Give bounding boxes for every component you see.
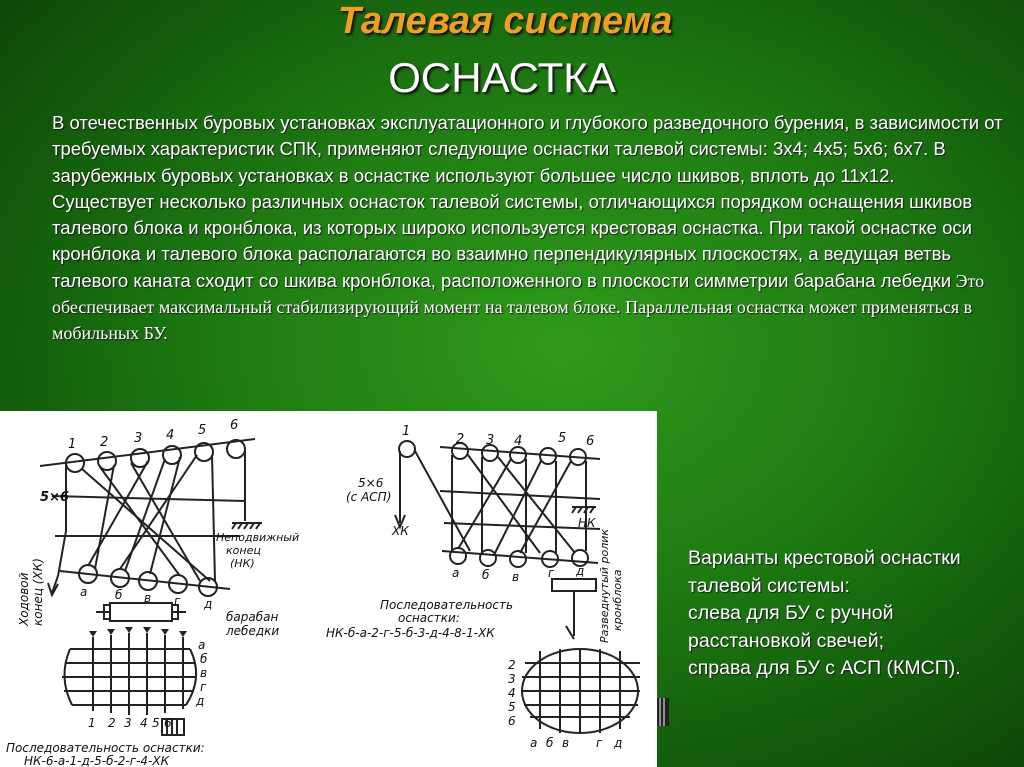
caption-line-1: Варианты крестовой оснастки xyxy=(688,547,961,569)
left-bottom-number-4: 4 xyxy=(140,716,148,730)
rigging-diagrams-svg xyxy=(0,411,657,767)
left-side-letter-a: а xyxy=(198,638,206,652)
left-drum-label-1: барабан xyxy=(226,610,279,624)
left-bottom-number-2: 2 xyxy=(108,716,116,730)
left-bottom-letter-g: г xyxy=(174,594,181,608)
right-drum-icon xyxy=(657,692,671,732)
right-top-number-3: 3 xyxy=(486,433,495,448)
right-bottom2-letter-a: а xyxy=(530,736,538,750)
right-top-number-1: 1 xyxy=(402,424,411,439)
left-running-end-1: Ходовой xyxy=(17,572,31,626)
right-bottom2-letter-d: д xyxy=(614,736,623,750)
right-bottom-letter-v: в xyxy=(512,570,520,584)
caption-line-4: расстановкой свечей; xyxy=(688,629,885,652)
right-sequence-title-2: оснастки: xyxy=(398,611,460,625)
left-fixed-end-1: Неподвижный xyxy=(216,531,300,544)
left-bottom-number-6: 6 xyxy=(164,716,172,730)
right-label-56: 5×6 xyxy=(358,476,384,490)
right-top-number-6: 6 xyxy=(586,434,595,449)
right-bottom-letter-b: б xyxy=(482,568,490,582)
right-roller-label-2: кронблока xyxy=(611,569,624,631)
right-side-number-4: 4 xyxy=(508,686,516,700)
right-top-number-5: 5 xyxy=(558,431,567,446)
right-sequence: НК-б-а-2-г-5-б-3-д-4-8-1-ХК xyxy=(326,626,495,640)
left-drum-label-2: лебедки xyxy=(226,624,280,638)
left-bottom-number-1: 1 xyxy=(88,716,96,730)
left-bottom-number-3: 3 xyxy=(124,716,132,730)
right-side-number-3: 3 xyxy=(508,672,516,686)
left-running-end-2: конец (ХК) xyxy=(31,558,45,626)
left-side-letter-b: б xyxy=(200,652,208,666)
figure-caption xyxy=(688,545,1018,683)
right-fixed-end: НК xyxy=(578,516,596,530)
right-roller-label-1: Разведнутый ролик xyxy=(598,528,611,643)
caption-line-5: справа для БУ с АСП (КМСП). xyxy=(688,657,961,679)
right-bottom2-letter-v: в xyxy=(562,736,570,750)
left-label-56: 5×6 xyxy=(40,490,69,505)
left-side-letter-v: в xyxy=(200,666,208,680)
left-top-number-4: 4 xyxy=(166,428,175,443)
right-label-asp: (с АСП) xyxy=(346,490,392,504)
right-bottom-letter-g: г xyxy=(548,566,555,580)
left-bottom-number-5: 5 xyxy=(152,716,160,730)
right-running-end: ХК xyxy=(392,524,409,538)
left-side-letter-g: г xyxy=(200,680,207,694)
left-top-number-5: 5 xyxy=(198,423,207,438)
caption-line-2: талевой системы: xyxy=(688,574,850,597)
right-bottom-letter-a: а xyxy=(452,566,460,580)
right-bottom-letter-d: д xyxy=(576,564,585,578)
left-sequence: НК-6-а-1-д-5-б-2-г-4-ХК xyxy=(24,754,170,767)
body-paragraph-1: В отечественных буровых установках эксплуатационного и глубокого разведочного бурения, в зависимости от требуемых характеристик СПК, применяют следующие оснастки талевой системы: 3х4; 4х5; 5х6; 6х7. В зарубежных буровых установках в оснастке используют большее число шкивов, вплоть до 11х12. xyxy=(52,112,1003,186)
right-side-number-5: 5 xyxy=(508,700,516,714)
right-side-number-6: 6 xyxy=(508,714,516,728)
right-sequence-title-1: Последовательность xyxy=(380,598,514,612)
left-fixed-end-3: (НК) xyxy=(230,557,255,570)
left-top-number-1: 1 xyxy=(68,437,77,452)
right-top-number-4: 4 xyxy=(514,434,523,449)
left-bottom-letter-d: д xyxy=(204,597,213,611)
body-paragraph-2-main: Существует несколько различных оснасток талевой системы, отличающихся порядком оснащения шкивов талевого блока и кронблока, из которых широко используется крестовая оснастка. При такой оснастке оси кронблока и талевого блока располагаются во взаимно перпендикулярных плоскостях, а ведущая ветвь талевого каната сходит со шкива кронблока, расположенного в плоскости симметрии барабана лебедки xyxy=(52,190,973,291)
body-paragraph-2-serif: Это обеспечивает максимальный стабилизирующий момент на талевом блоке. Параллельная оснастка может применяться в мобильных БУ. xyxy=(52,270,985,344)
body-text xyxy=(52,110,1012,347)
right-bottom2-letter-g: г xyxy=(596,736,603,750)
left-top-number-2: 2 xyxy=(100,435,109,450)
slide-title: Талевая система xyxy=(337,0,673,42)
right-bottom2-letter-b: б xyxy=(546,736,554,750)
left-bottom-letter-v: в xyxy=(144,591,152,605)
right-top-number-2: 2 xyxy=(456,432,465,447)
caption-line-3: слева для БУ с ручной xyxy=(688,602,894,624)
left-fixed-end-2: конец xyxy=(226,544,261,557)
left-bottom-letter-a: а xyxy=(80,585,88,599)
left-top-number-6: 6 xyxy=(230,418,239,433)
left-bottom-letter-b: б xyxy=(115,588,123,602)
slide-subtitle: ОСНАСТКА xyxy=(388,54,616,101)
right-side-number-2: 2 xyxy=(508,658,516,672)
body-paragraph-2 xyxy=(52,189,1012,347)
left-crown-sheave-6 xyxy=(227,440,245,458)
left-top-number-3: 3 xyxy=(134,431,143,446)
rigging-diagrams-figure xyxy=(0,411,657,767)
left-side-letter-d: д xyxy=(196,694,205,708)
left-sequence-title: Последовательность оснастки: xyxy=(6,741,205,755)
